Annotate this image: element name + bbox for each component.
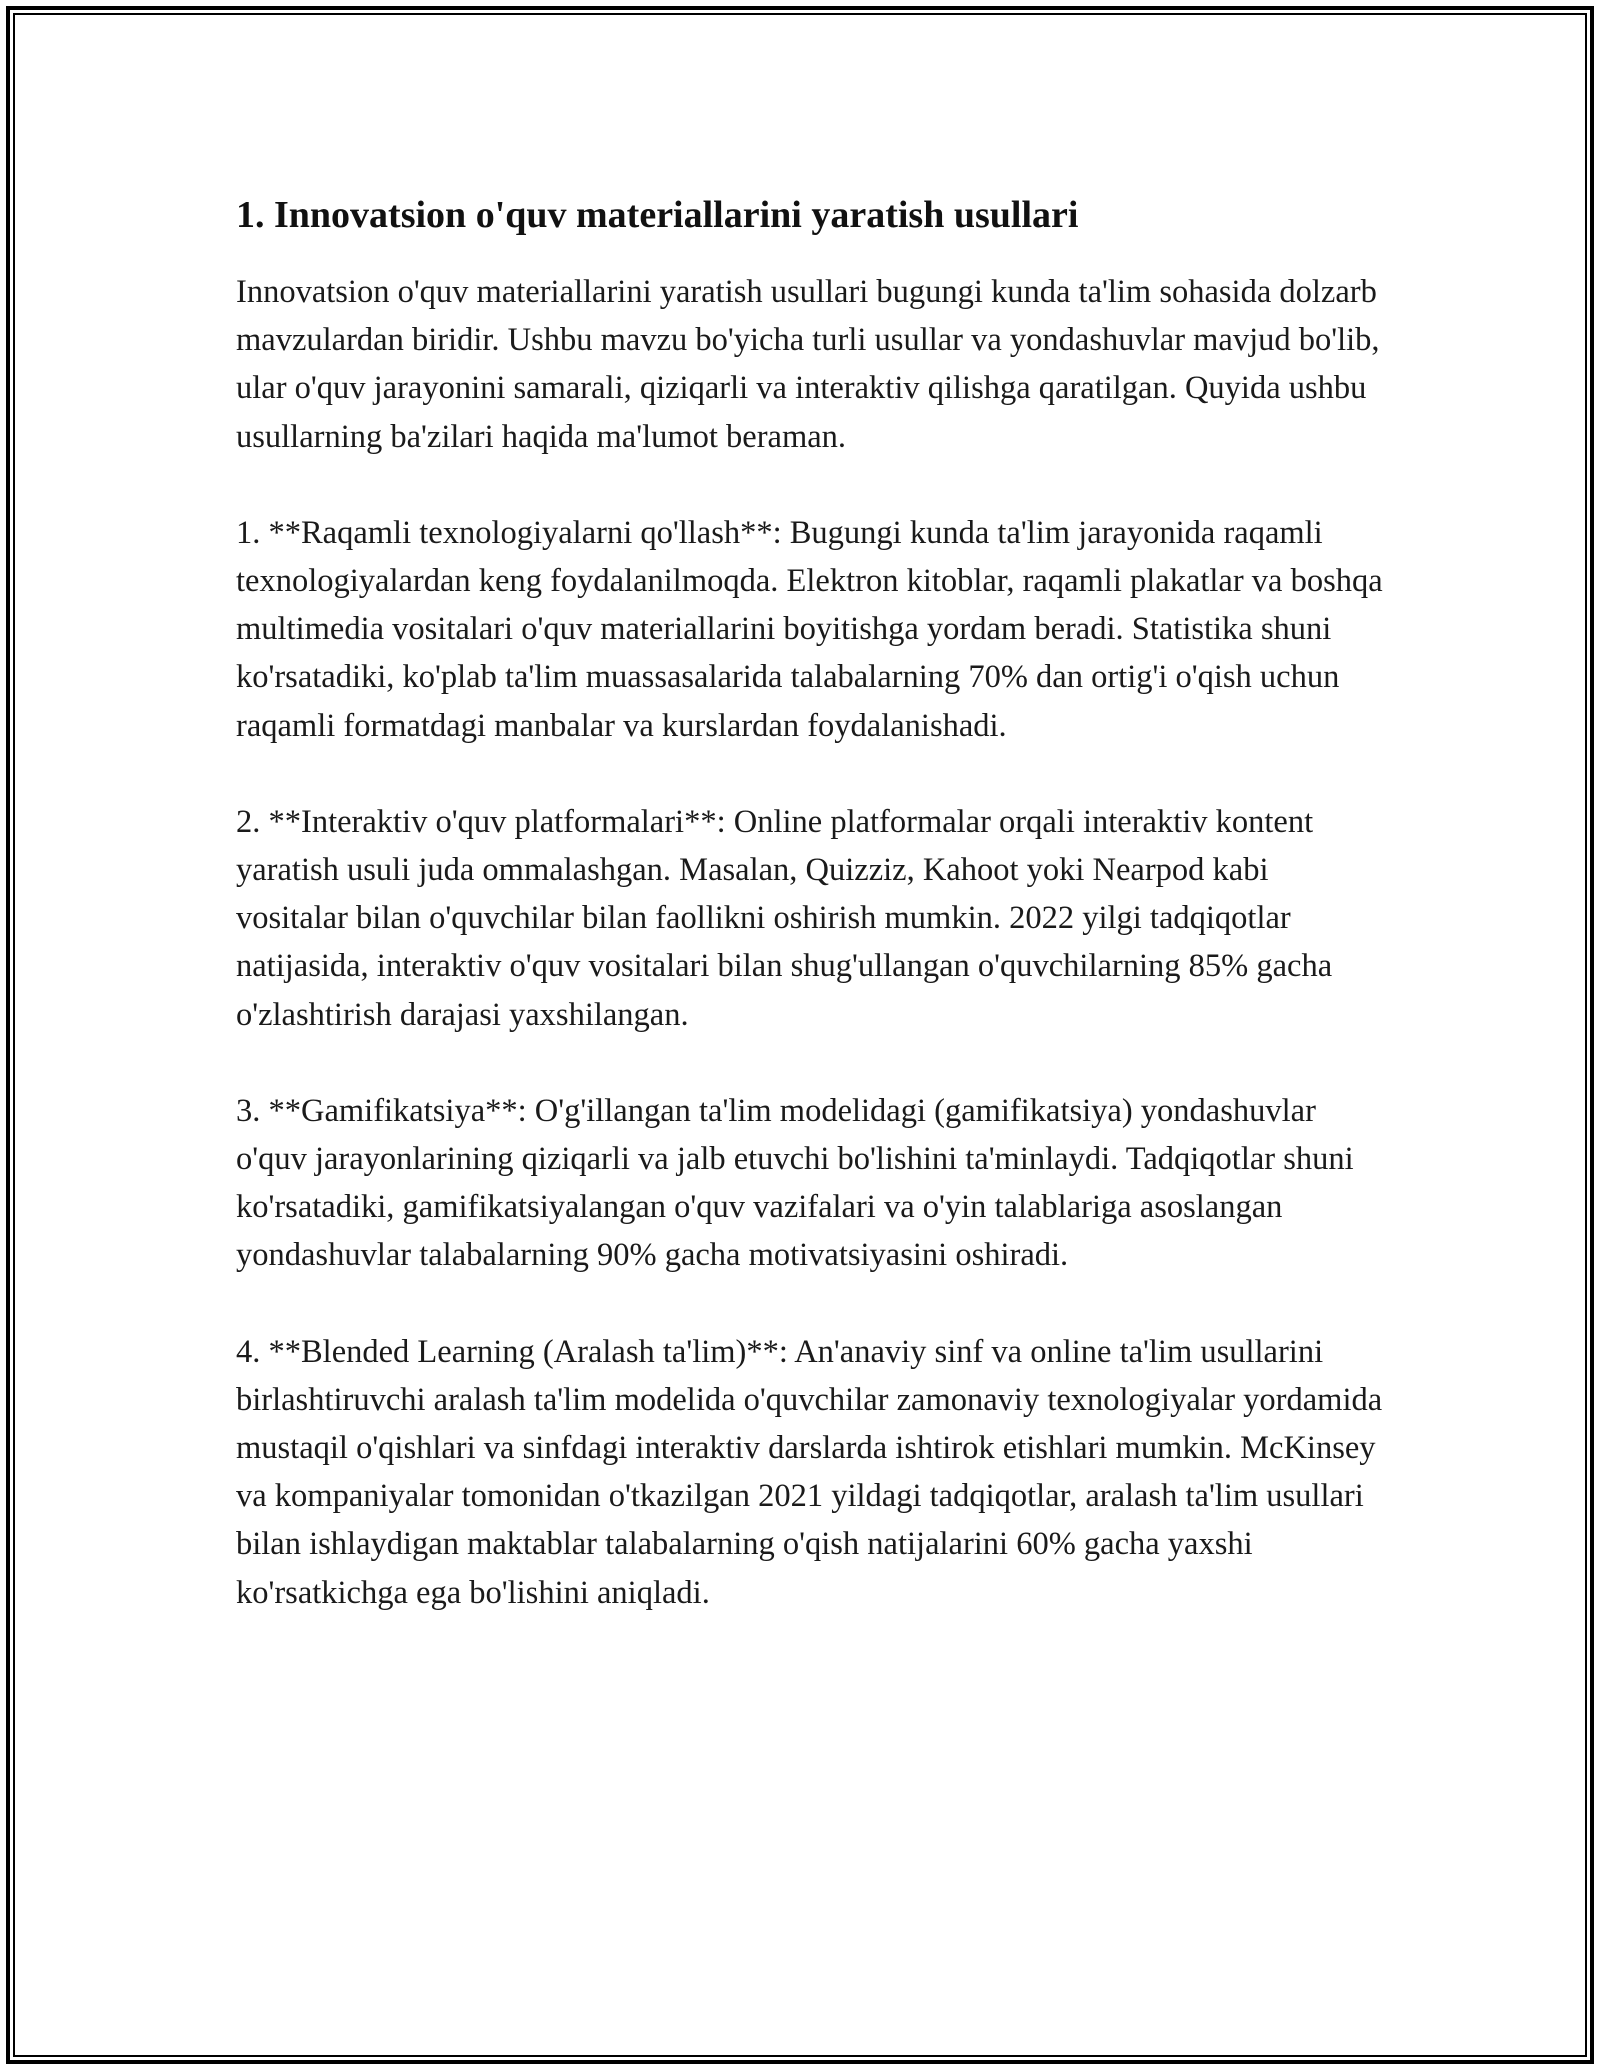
document-title: 1. Innovatsion o'quv materiallarini yaratish usullari [236,194,1079,236]
paragraph-interactive-platforms: 2. **Interaktiv o'quv platformalari**: Online platformalar orqali interaktiv kontent yaratish usuli juda ommalashgan. Masalan, Quizziz, Kahoot yoki Nearpod kabi vositalar bilan o'quvchilar bilan faollikni oshirish mumkin. 2022 yilgi tadqiqotlar natijasida, interaktiv o'quv vositalari bilan shug'ullangan o'quvchilarning 85% gacha o'zlashtirish darajasi yaxshilangan. [236,803,1333,1033]
paragraph-blended-learning: 4. **Blended Learning (Aralash ta'lim)**: An'anaviy sinf va online ta'lim usullarini birlashtiruvchi aralash ta'lim modelida o'quvchilar zamonaviy texnologiyalar yordamida mustaqil o'qishlari va sinfdagi interaktiv darslarda ishtirok etishlari mumkin. McKinsey va kompaniyalar tomonidan o'tkazilgan 2021 yildagi tadqiqotlar, aralash ta'lim usullari bilan ishlaydigan maktablar talabalarning o'qish natijalarini 60% gacha yaxshi ko'rsatkichga ega bo'lishini aniqladi. [236,1333,1383,1611]
document-body [236,188,1386,1665]
paragraph-digital-technologies: 1. **Raqamli texnologiyalarni qo'llash**: Bugungi kunda ta'lim jarayonida raqamli texnologiyalardan keng foydalanilmoqda. Elektron kitoblar, raqamli plakatlar va boshqa multimedia vositalari o'quv materiallarini boyitishga yordam beradi. Statistika shuni ko'rsatadiki, ko'plab ta'lim muassasalarida talabalarning 70% dan ortig'i o'qish uchun raqamli formatdagi manbalar va kurslardan foydalanishadi. [236,514,1383,744]
paragraph-intro: Innovatsion o'quv materiallarini yaratish usullari bugungi kunda ta'lim sohasida dolzarb mavzulardan biridir. Ushbu mavzu bo'yicha turli usullar va yondashuvlar mavjud bo'lib, ular o'quv jarayonini samarali, qiziqarli va interaktiv qilishga qaratilgan. Quyida ushbu usullarning ba'zilari haqida ma'lumot beraman. [236,274,1380,455]
paragraph-gamification: 3. **Gamifikatsiya**: O'g'illangan ta'lim modelidagi (gamifikatsiya) yondashuvlar o'quv jarayonlarining qiziqarli va jalb etuvchi bo'lishini ta'minlaydi. Tadqiqotlar shuni ko'rsatadiki, gamifikatsiyalangan o'quv vazifalari va o'yin talablariga asoslangan yondashuvlar talabalarning 90% gacha motivatsiyasini oshiradi. [236,1092,1354,1274]
